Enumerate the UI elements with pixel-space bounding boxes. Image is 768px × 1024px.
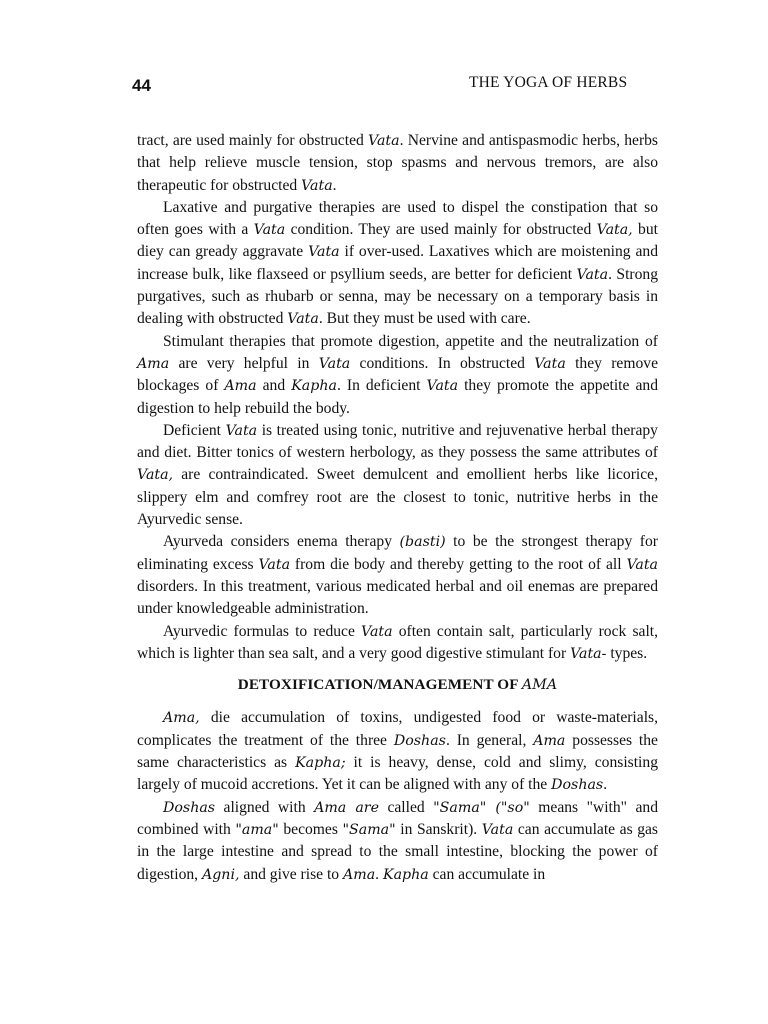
- paragraph: Doshas aligned with Ama are called "Sama" ("so" means "with" and combined with "ama" becomes "Sama" in Sanskrit). Vata can accumulate as gas in the large intestine and spread to the small intestine, blocking the power of digestion, Agni, and give rise to Ama. Kapha can accumulate in: [137, 798, 659, 883]
- paragraph: Stimulant therapies that promote digestion, appetite and the neutralization of Ama are very helpful in Vata conditions. In obstructed Vata they remove blockages of Ama and Kapha. In deficient Vata they promote the appetite and digestion to help rebuild the body.: [137, 332, 658, 417]
- paragraph: Deficient Vata is treated using tonic, nutritive and rejuvenative herbal therapy and diet. Bitter tonics of western herbology, as they possess the same attributes of Vata, are contraindicated. Sweet demulcent and emollient herbs like licorice, slippery elm and comfrey root are the closest to tonic, nutritive herbs in the Ayurvedic sense.: [137, 421, 658, 529]
- running-title: THE YOGA OF HERBS: [469, 74, 628, 91]
- paragraph: Laxative and purgative therapies are used to dispel the constipation that so often goes with a Vata condition. They are used mainly for obstructed Vata, but diey can gready aggravate Vata if over-used. Laxatives which are moistening and increase bulk, like flaxseed or psyllium seeds, are better for deficient Vata. Strong purgatives, such as rhubarb or senna, may be necessary on a temporary basis in dealing with obstructed Vata. But they must be used with care.: [137, 198, 658, 328]
- body-text: [137, 130, 658, 886]
- paragraph: Ayurvedic formulas to reduce Vata often contain salt, particularly rock salt, which is lighter than sea salt, and a very good digestive stimulant for Vata- types.: [137, 622, 659, 662]
- page-number: 44: [132, 76, 151, 95]
- paragraph: Ayurveda considers enema therapy (basti) to be the strongest therapy for eliminating excess Vata from die body and thereby getting to the root of all Vata disorders. In this treatment, various medicated herbal and oil enemas are prepared under knowledgeable administration.: [137, 533, 658, 618]
- paragraph: tract, are used mainly for obstructed Vata. Nervine and antispasmodic herbs, herbs that help relieve muscle tension, stop spasms and nervous tremors, are also therapeutic for obstructed Vata.: [137, 132, 658, 194]
- section-heading: DETOXIFICATION/MANAGEMENT OF AMA: [237, 676, 558, 694]
- paragraph: Ama, die accumulation of toxins, undigested food or waste-materials, complicates the treatment of the three Doshas. In general, Ama possesses the same characteristics as Kapha; it is heavy, dense, cold and slimy, consisting largely of mucoid accretions. Yet it can be aligned with any of the Doshas.: [137, 709, 658, 794]
